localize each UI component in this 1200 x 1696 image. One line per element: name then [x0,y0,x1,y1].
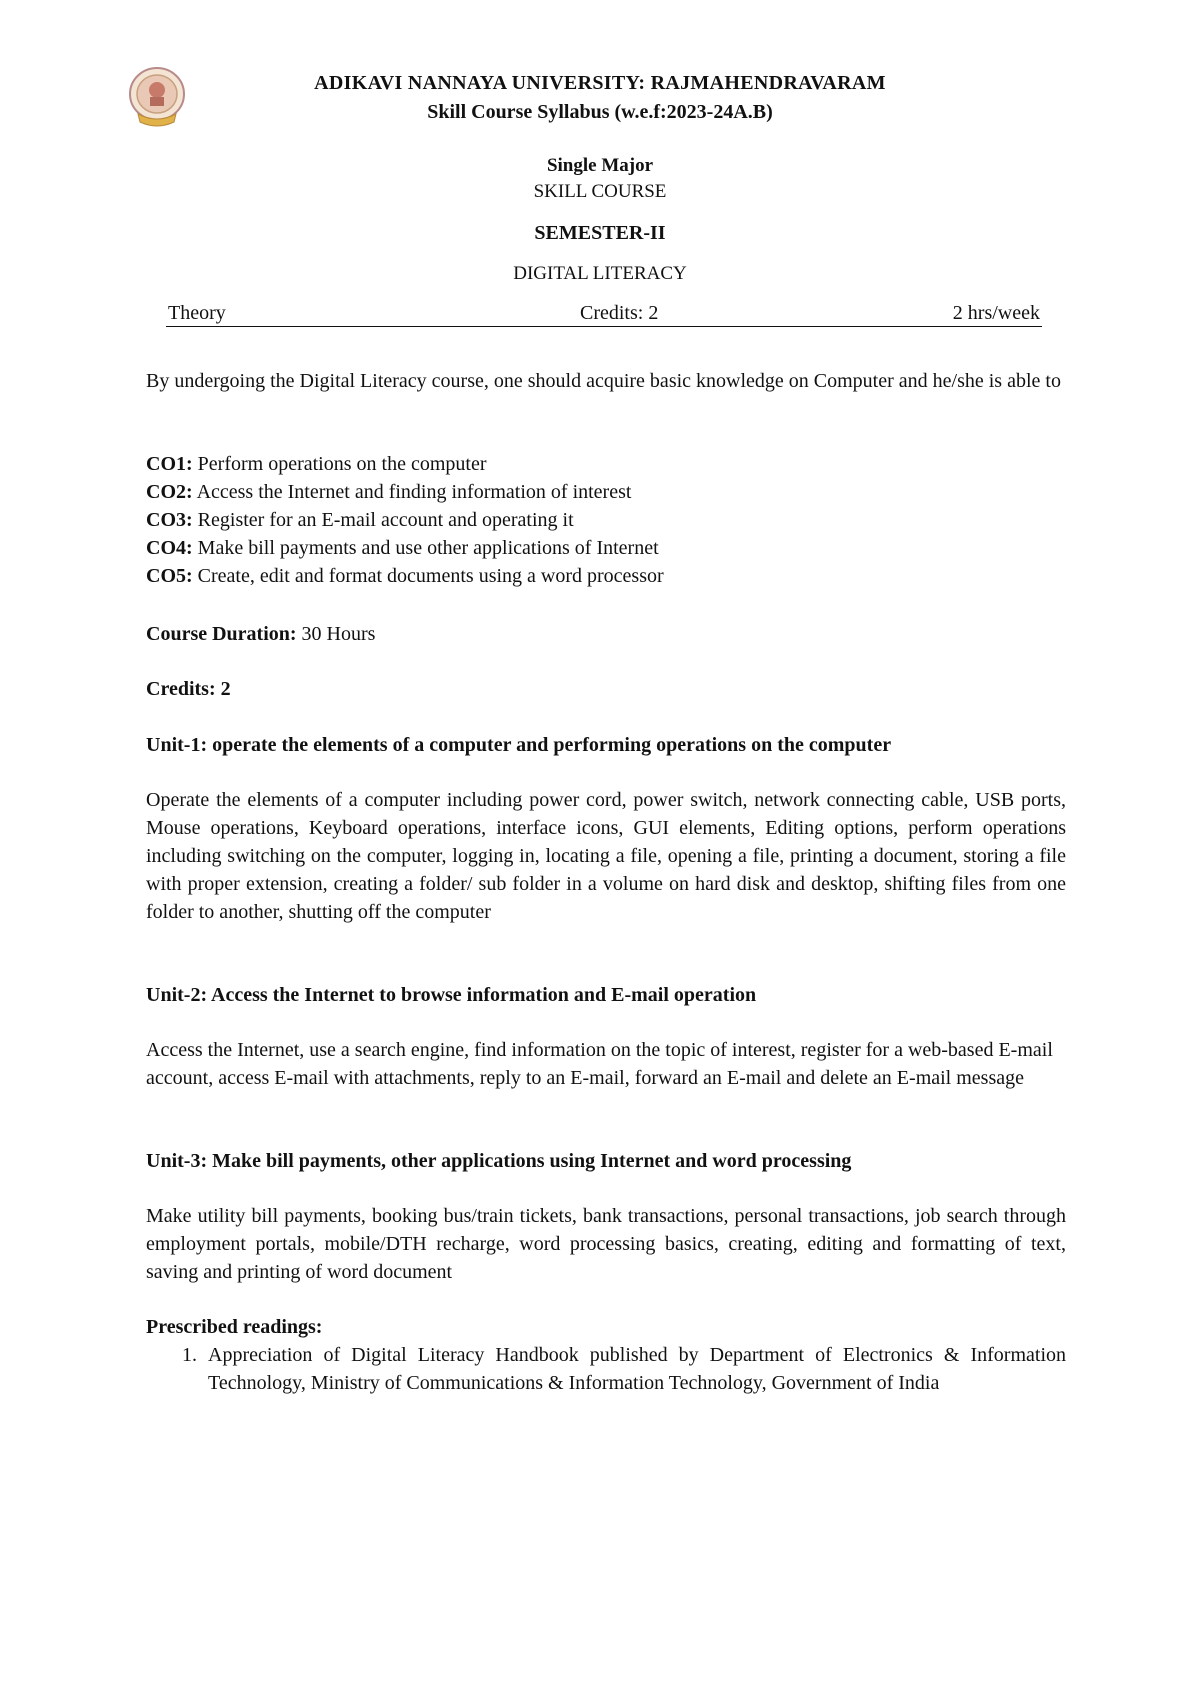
outcome-text: Create, edit and format documents using a word processor [192,565,664,587]
unit-1-title: Unit-1: operate the elements of a computer and performing operations on the computer [146,734,892,756]
outcome-text: Register for an E-mail account and operating it [192,509,574,531]
outcome-item [146,506,1066,534]
unit-2-body: Access the Internet, use a search engine, find information on the topic of interest, register for a web-based E-mail account, access E-mail with attachments, reply to an E-mail, forward an E-mail and delete an E-mail message [146,1039,1053,1089]
intro-paragraph: By undergoing the Digital Literacy course, one should acquire basic knowledge on Computer and he/she is able to [146,370,1061,392]
outcome-code: CO2: [146,481,193,503]
credits-heading: Credits: 2 [146,678,231,700]
course-title: DIGITAL LITERACY [513,263,687,284]
hours-label: 2 hrs/week [952,302,1040,324]
major-label: Single Major [546,155,654,176]
syllabus-subtitle: Skill Course Syllabus (w.e.f:2023-24A.B) [427,101,773,123]
outcome-code: CO4: [146,537,193,559]
credits-row [166,302,1042,327]
outcome-text: Make bill payments and use other applications of Internet [192,537,659,559]
readings-title: Prescribed readings: [146,1316,323,1338]
duration-value: 30 Hours [296,623,376,645]
course-outcomes-list [146,450,1066,590]
unit-2-title: Unit-2: Access the Internet to browse information and E-mail operation [146,984,757,1006]
outcome-code: CO1: [146,453,193,475]
unit-1-body: Operate the elements of a computer including power cord, power switch, network connecting cable, USB ports, Mouse operations, Keyboard operations, interface icons, GUI elements, Editing options, perform operations including switching on the computer, logging in, locating a file, opening a file, printing a document, storing a file with proper extension, creating a folder/ sub folder in a volume on hard disk and desktop, shifting files from one folder to another, shutting off the computer [146,789,1066,923]
course-type-label: SKILL COURSE [533,181,667,202]
reading-item [146,1341,1066,1397]
outcome-text: Perform operations on the computer [192,453,487,475]
unit-3-title: Unit-3: Make bill payments, other applications using Internet and word processing [146,1150,852,1172]
theory-label: Theory [168,302,226,324]
outcome-item [146,534,1066,562]
duration-label: Course Duration: [146,623,297,645]
semester-heading: SEMESTER-II [534,222,666,244]
outcome-item [146,450,1066,478]
prescribed-readings [146,1313,1066,1397]
reading-text: Appreciation of Digital Literacy Handbook published by Department of Electronics & Information Technology, Ministry of Communications & Information Technology, Government of India [208,1344,1066,1394]
outcome-text: Access the Internet and finding information of interest [192,481,632,503]
reading-number: 1. [182,1344,197,1366]
university-name: ADIKAVI NANNAYA UNIVERSITY: RAJMAHENDRAVARAM [314,72,886,94]
credits-label: Credits: 2 [580,302,659,324]
outcome-item [146,562,1066,590]
outcome-item [146,478,1066,506]
outcome-code: CO5: [146,565,193,587]
unit-3-body: Make utility bill payments, booking bus/train tickets, bank transactions, personal transactions, job search through employment portals, mobile/DTH recharge, word processing basics, creating, editing and formatting of text, saving and printing of word document [146,1205,1066,1283]
outcome-code: CO3: [146,509,193,531]
course-duration [146,620,1066,648]
